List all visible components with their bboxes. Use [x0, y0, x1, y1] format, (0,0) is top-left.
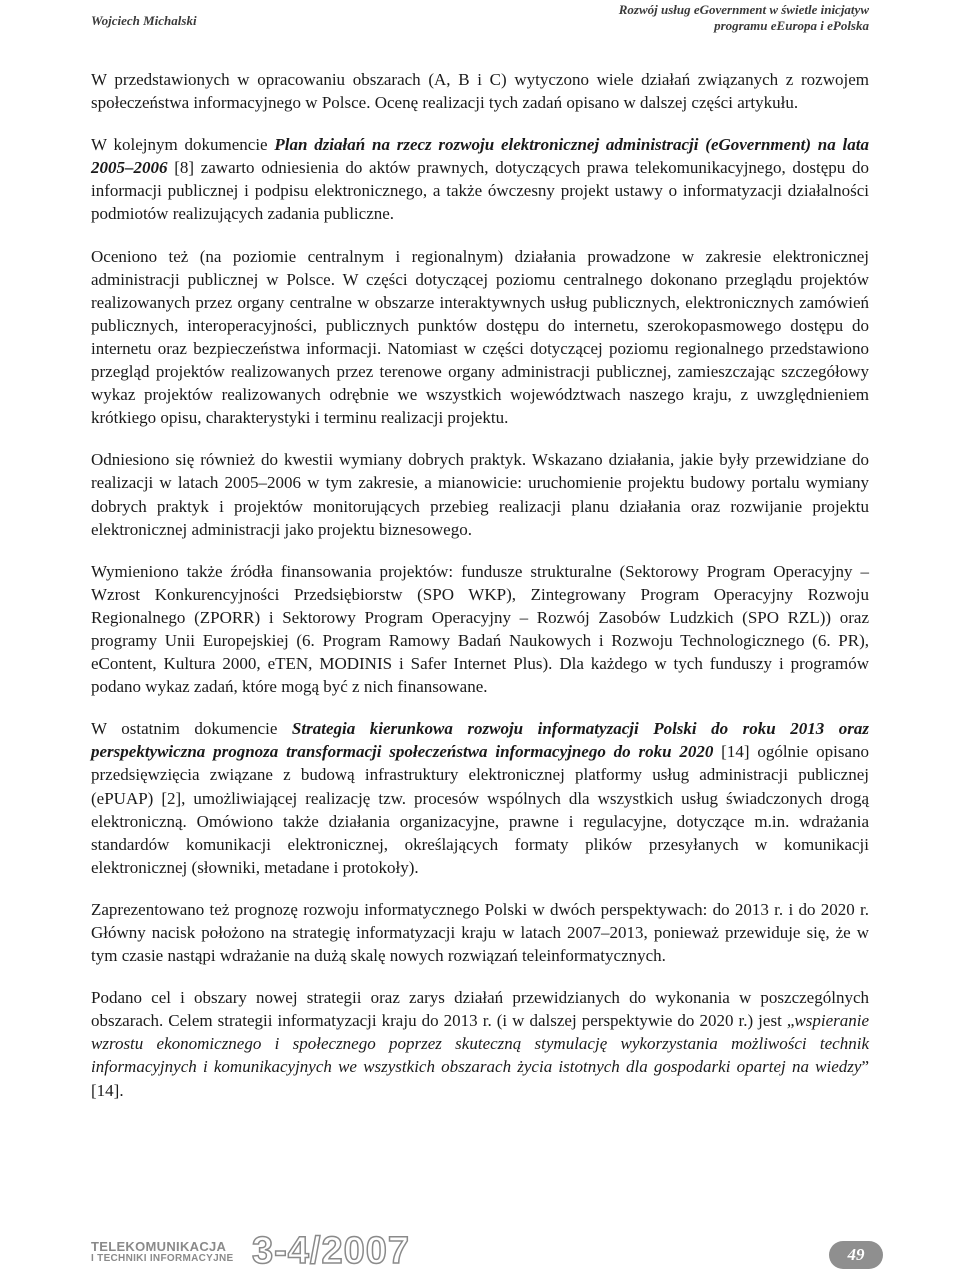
journal-brand: [91, 1240, 233, 1265]
paragraph-2-rest: [8] zawarto odniesienia do aktów prawnych, dotyczących prawa telekomunikacyjnego, dostępu do informacji publicznej i podpisu elektronicznego, a także ówczesny projekt ustawy o informatyzacji działalności podmiotów realizujących zadania publiczne.: [91, 158, 869, 224]
paragraph-1: W przedstawionych w opracowaniu obszarach (A, B i C) wytyczono wiele działań związanych z rozwojem społeczeństwa informacyjnego w Polsce. Ocenę realizacji tych zadań opisano w dalszej części artykułu.: [91, 70, 869, 113]
journal-brand-line1: TELEKOMUNIKACJA: [91, 1239, 227, 1254]
page-number-badge: [829, 1241, 883, 1269]
paragraph-6: [91, 717, 869, 879]
article-body: [91, 68, 869, 1102]
journal-brand-line2: I TECHNIKI INFORMACYJNE: [91, 1253, 234, 1264]
paragraph-4: Odniesiono się również do kwestii wymiany dobrych praktyk. Wskazano działania, jakie były przewidziane do realizacji w latach 2005–2006 w tym zakresie, a mianowicie: uruchomienie projektu budowy portalu wymiany dobrych praktyk i projektów monitorujących przebieg realizacji planu działania oraz rozwijanie projektu elektronicznej administracji jako projektu biznesowego.: [91, 450, 869, 539]
paragraph-8: [91, 986, 869, 1101]
paragraph-8-intro: Podano cel i obszary nowej strategii oraz zarys działań przewidzianych do wykonania w poszczególnych obszarach. Celem strategii informatyzacji kraju do 2013 r. (i w dalszej perspektywie do 2020 r.) jest „: [91, 988, 869, 1031]
running-header-title-line2: programu eEuropa i ePolska: [714, 18, 869, 33]
page-number: 49: [847, 1245, 865, 1264]
issue-number: 3-4/2007: [252, 1230, 411, 1272]
running-header-author: Wojciech Michalski: [91, 13, 197, 28]
running-header-title-line1: Rozwój usług eGovernment w świetle inicjatyw: [618, 2, 869, 17]
document-title-strategy: Strategia kierunkowa rozwoju informatyzacji Polski do roku 2013 oraz perspektywiczna prognoza transformacji społeczeństwa informacyjnego do roku 2020: [91, 719, 870, 762]
document-title-plan: Plan działań na rzecz rozwoju elektronicznej administracji (eGovernment) na lata 2005–2006: [91, 135, 869, 178]
running-header-title: [619, 2, 869, 34]
paragraph-3: Oceniono też (na poziomie centralnym i regionalnym) działania prowadzone w zakresie elektronicznej administracji publicznej w Polsce. W części dotyczącej poziomu centralnego dokonano przeglądu projektów realizowanych przez organy centralne w obszarze interaktywnych usług publicznych, elektronicznych zamówień publicznych, interoperacyjności, publicznych punktów dostępu do internetu, szerokopasmowego dostępu do internetu oraz bezpieczeństwa informacji. Natomiast w części dotyczącej poziomu regionalnego przedstawiono przegląd projektów realizowanych przez terenowe organy administracji publicznej, zamieszczając szczegółowy wykaz projektów realizowanych odrębnie we wszystkich województwach naszego kraju, z uwzględnieniem krótkiego opisu, charakterystyki i terminu realizacji projektu.: [91, 246, 869, 428]
paragraph-2: [91, 133, 869, 225]
paragraph-5: Wymieniono także źródła finansowania projektów: fundusze strukturalne (Sektorowy Program Operacyjny – Wzrost Konkurencyjności Przedsiębiorstw (SPO WKP), Zintegrowany Program Operacyjny Rozwoju Regionalnego (ZPORR) i Sektorowy Program Operacyjny – Rozwój Zasobów Ludzkich (SPO RZL)) oraz programy Unii Europejskiej (6. Program Ramowy Badań Naukowych i Rozwoju Technologicznego (6. PR), eContent, Kultura 2000, eTEN, MODINIS i Safer Internet Plus). Dla każdego w tych funduszy i programów podano wykaz zadań, które mogą być z nich finansowane.: [91, 561, 869, 697]
paragraph-6-rest: [14] ogólnie opisano przedsięwzięcia związane z budową infrastruktury elektronicznej platformy usług administracji publicznej (ePUAP) [2], umożliwiającej realizację tzw. procesów wspólnych dla wszystkich usług świadczonych drogą elektroniczną. Omówiono także działania organizacyjne, prawne i regulacyjne, dotyczące m.in. wdrażania standardów komunikacji elektronicznej, określających formaty plików przesyłanych w komunikacji elektronicznej (słowniki, metadane i protokoły).: [91, 742, 870, 877]
strategy-goal-quote: wspieranie wzrostu ekonomicznego i społecznego poprzez skuteczną stymulację wykorzystania możliwości technik informacyjnych i komunikacyjnych we wszystkich obszarach życia istotnych dla gospodarki opartej na wiedzy: [91, 1011, 869, 1077]
paragraph-6-intro: W ostatnim dokumencie: [91, 719, 292, 739]
paragraph-7: Zaprezentowano też prognozę rozwoju informatycznego Polski w dwóch perspektywach: do 2013 r. i do 2020 r. Główny nacisk położono na strategię informatyzacji kraju w latach 2007–2013, ponieważ przewiduje się, że w tym czasie nastąpi wdrażanie na dużą skalę nowych rozwiązań teleinformatycznych.: [91, 899, 869, 966]
paragraph-2-intro: W kolejnym dokumencie: [91, 135, 275, 155]
paragraph-8-end: ” [14].: [91, 1057, 869, 1100]
